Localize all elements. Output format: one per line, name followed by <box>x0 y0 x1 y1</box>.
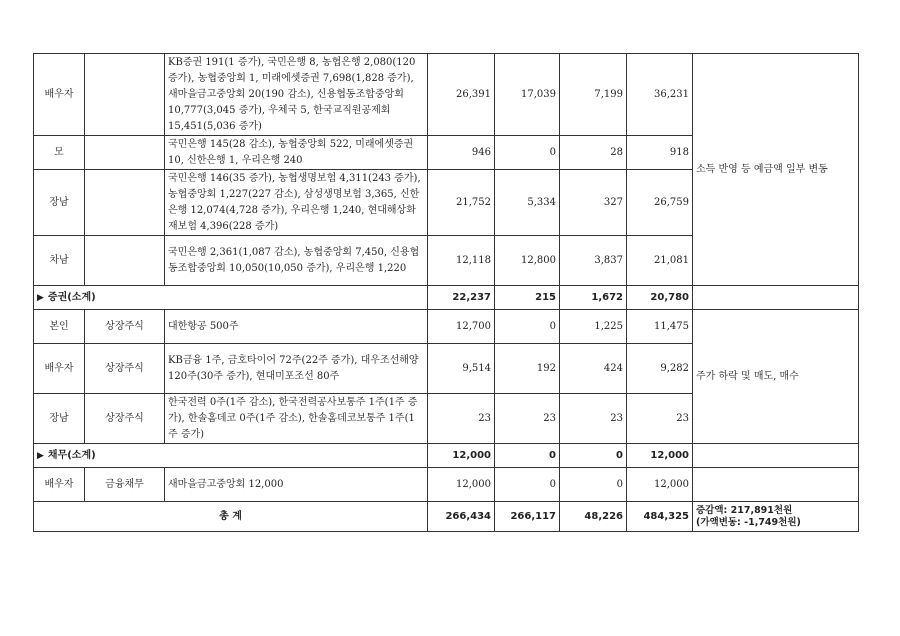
decrease-cell: 1,225 <box>560 310 627 344</box>
total-value-change-note: (가액변동: -1,749천원) <box>696 516 801 528</box>
subtotal-row <box>34 444 859 468</box>
detail-cell: 한국전력 0주(1주 감소), 한국전력공사보통주 1주(1주 증가), 한솔홈데코 0주(1주 감소), 한솔홈데코보통주 1주(1주 증가) <box>165 394 428 444</box>
total-note-cell <box>693 502 859 532</box>
decrease-cell: 424 <box>560 344 627 394</box>
total-current-cell: 484,325 <box>627 502 693 532</box>
decrease-cell: 327 <box>560 170 627 236</box>
kind-cell <box>85 136 165 170</box>
detail-cell: 국민은행 146(35 증가), 농협생명보험 4,311(243 증가), 농협중앙회 1,227(227 감소), 삼성생명보험 3,365, 신한은행 12,074(4,728 증가), 우리은행 1,240, 현대해상화재보험 4,396(228 증가) <box>165 170 428 236</box>
prev-value-cell: 12,700 <box>428 310 495 344</box>
change-reason-cell: 주가 하락 및 매도, 매수 <box>693 310 859 444</box>
decrease-cell: 7,199 <box>560 54 627 136</box>
relation-cell: 배우자 <box>34 468 85 502</box>
current-value-cell: 21,081 <box>627 236 693 286</box>
current-value-cell: 36,231 <box>627 54 693 136</box>
change-reason-cell: 소득 반영 등 예금액 일부 변동 <box>693 54 859 286</box>
detail-cell: KB증권 191(1 증가), 국민은행 8, 농협은행 2,080(120 증가), 농협중앙회 1, 미래에셋증권 7,698(1,828 증가), 새마을금고중앙회 20(190 감소), 신용협동조합중앙회 10,777(3,045 증가), 우체국 5, 한국교직원공제회 15,451(5,036 증가) <box>165 54 428 136</box>
total-decrease-cell: 48,226 <box>560 502 627 532</box>
prev-value-cell: 12,118 <box>428 236 495 286</box>
increase-cell: 0 <box>495 136 560 170</box>
increase-cell: 5,334 <box>495 170 560 236</box>
detail-cell: KB금융 1주, 금호타이어 72주(22주 증가), 대우조선해양 120주(30주 증가), 현대미포조선 80주 <box>165 344 428 394</box>
increase-cell: 0 <box>495 444 560 468</box>
detail-cell: 국민은행 2,361(1,087 감소), 농협중앙회 7,450, 신용협동조합중앙회 10,050(10,050 증가), 우리은행 1,220 <box>165 236 428 286</box>
prev-value-cell: 21,752 <box>428 170 495 236</box>
kind-cell: 금융채무 <box>85 468 165 502</box>
decrease-cell: 0 <box>560 444 627 468</box>
prev-value-cell: 22,237 <box>428 286 495 310</box>
kind-cell <box>85 170 165 236</box>
decrease-cell: 23 <box>560 394 627 444</box>
subtotal-label: ▶ 증권(소계) <box>34 286 428 310</box>
kind-cell <box>85 54 165 136</box>
empty-cell <box>693 286 859 310</box>
increase-cell: 17,039 <box>495 54 560 136</box>
decrease-cell: 28 <box>560 136 627 170</box>
prev-value-cell: 946 <box>428 136 495 170</box>
prev-value-cell: 26,391 <box>428 54 495 136</box>
arrow-icon: ▶ <box>37 292 44 303</box>
prev-value-cell: 23 <box>428 394 495 444</box>
total-increase-cell: 266,117 <box>495 502 560 532</box>
total-label: 총 계 <box>34 502 428 532</box>
relation-cell: 장남 <box>34 394 85 444</box>
relation-cell: 배우자 <box>34 54 85 136</box>
kind-cell: 상장주식 <box>85 344 165 394</box>
increase-cell: 215 <box>495 286 560 310</box>
detail-cell: 대한항공 500주 <box>165 310 428 344</box>
subtotal-label: ▶ 채무(소계) <box>34 444 428 468</box>
current-value-cell: 20,780 <box>627 286 693 310</box>
increase-cell: 0 <box>495 310 560 344</box>
increase-cell: 12,800 <box>495 236 560 286</box>
decrease-cell: 0 <box>560 468 627 502</box>
increase-cell: 23 <box>495 394 560 444</box>
current-value-cell: 12,000 <box>627 444 693 468</box>
current-value-cell: 26,759 <box>627 170 693 236</box>
increase-cell: 192 <box>495 344 560 394</box>
total-change-note: 증감액: 217,891천원 <box>696 504 793 516</box>
relation-cell: 본인 <box>34 310 85 344</box>
empty-cell <box>693 444 859 468</box>
prev-value-cell: 12,000 <box>428 444 495 468</box>
total-row <box>34 502 859 532</box>
relation-cell: 차남 <box>34 236 85 286</box>
current-value-cell: 9,282 <box>627 344 693 394</box>
total-prev-cell: 266,434 <box>428 502 495 532</box>
arrow-icon: ▶ <box>37 450 44 461</box>
subtotal-row <box>34 286 859 310</box>
relation-cell: 배우자 <box>34 344 85 394</box>
increase-cell: 0 <box>495 468 560 502</box>
current-value-cell: 12,000 <box>627 468 693 502</box>
decrease-cell: 1,672 <box>560 286 627 310</box>
current-value-cell: 11,475 <box>627 310 693 344</box>
prev-value-cell: 9,514 <box>428 344 495 394</box>
kind-cell: 상장주식 <box>85 394 165 444</box>
table-row <box>34 468 859 502</box>
table-row <box>34 54 859 136</box>
empty-cell <box>693 468 859 502</box>
relation-cell: 모 <box>34 136 85 170</box>
detail-cell: 국민은행 145(28 감소), 농협중앙회 522, 미래에셋증권 10, 신한은행 1, 우리은행 240 <box>165 136 428 170</box>
prev-value-cell: 12,000 <box>428 468 495 502</box>
kind-cell: 상장주식 <box>85 310 165 344</box>
kind-cell <box>85 236 165 286</box>
table-row <box>34 310 859 344</box>
detail-cell: 새마을금고중앙회 12,000 <box>165 468 428 502</box>
current-value-cell: 918 <box>627 136 693 170</box>
relation-cell: 장남 <box>34 170 85 236</box>
asset-table <box>33 53 859 532</box>
current-value-cell: 23 <box>627 394 693 444</box>
decrease-cell: 3,837 <box>560 236 627 286</box>
